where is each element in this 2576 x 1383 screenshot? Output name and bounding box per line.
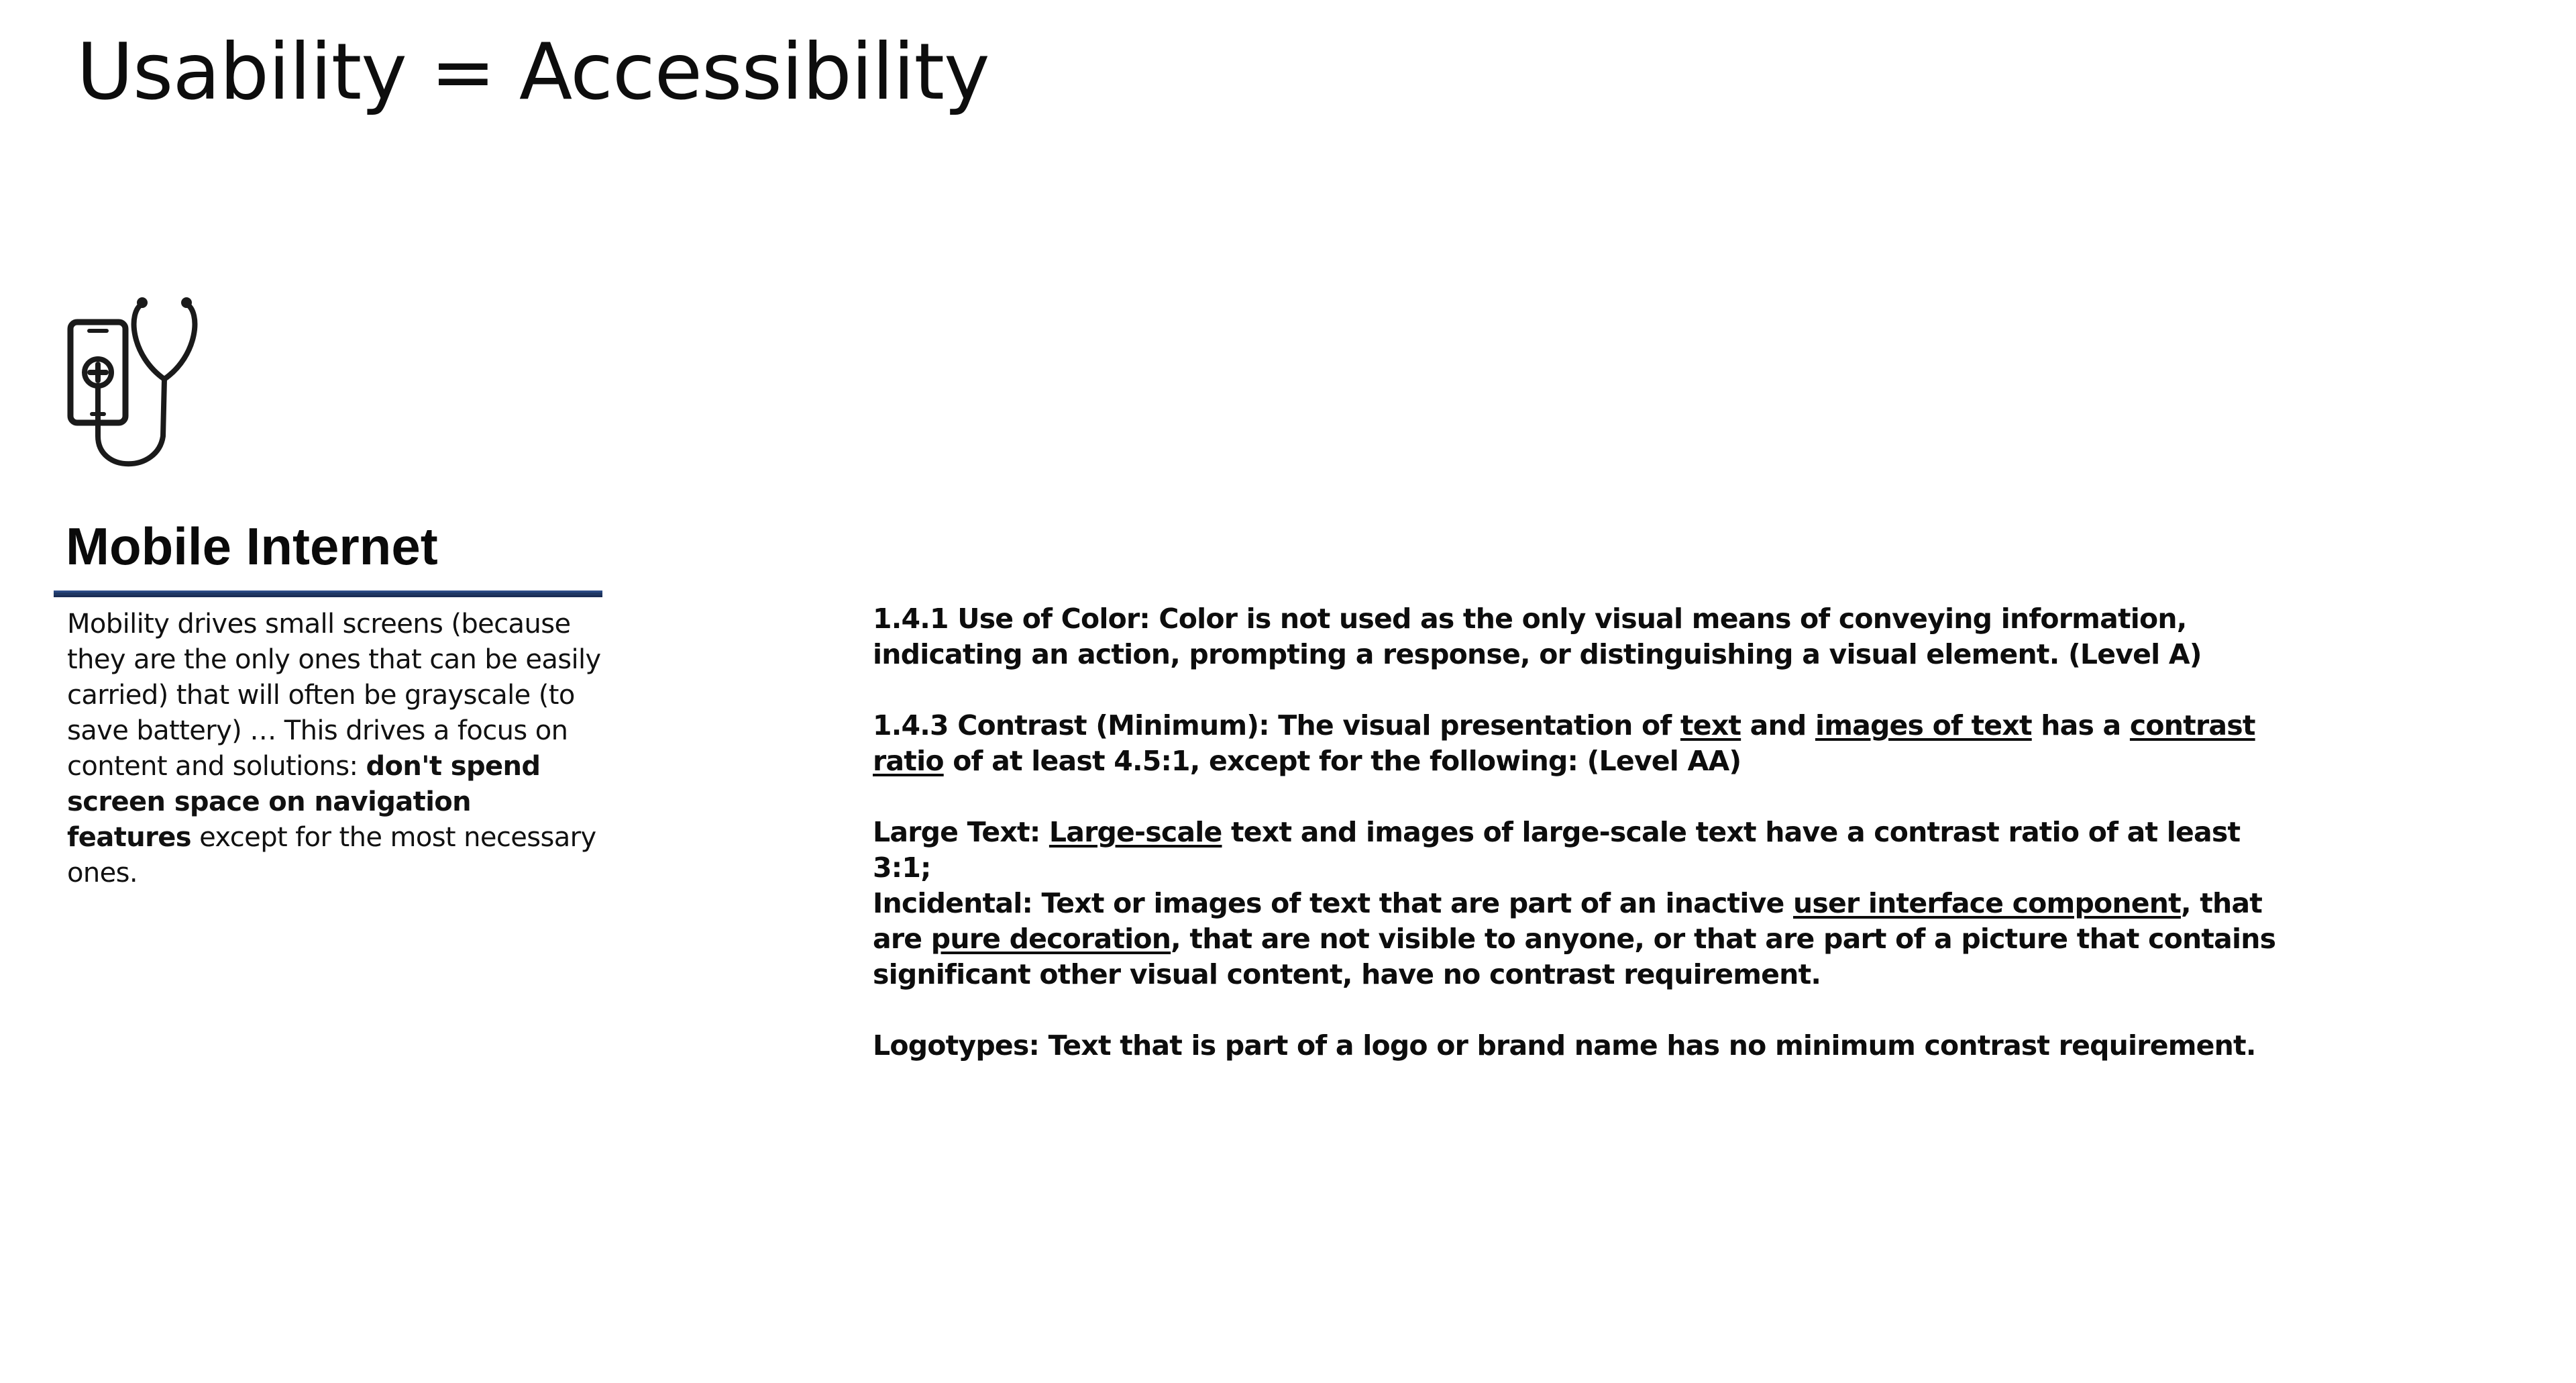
incidental-text-3: , that are not visible to anyone, or that are part of a picture that contains significant other visual content, have no contrast requirement.: [873, 923, 2276, 990]
mobile-health-stethoscope-icon: [64, 292, 221, 476]
slide-title: Usability = Accessibility: [76, 27, 989, 117]
wcag-criteria-block: [873, 601, 2282, 1099]
link-text[interactable]: text: [1680, 709, 1741, 741]
contrast-text-2: and: [1741, 709, 1815, 741]
criterion-contrast-minimum: [873, 708, 2282, 779]
link-large-scale[interactable]: Large-scale: [1049, 816, 1222, 848]
section-body: [67, 607, 604, 891]
link-pure-decoration[interactable]: pure decoration: [930, 923, 1171, 955]
exception-large-text: [873, 815, 2282, 886]
incidental-text-1: Incidental: Text or images of text that are part of an inactive: [873, 887, 1794, 919]
exception-incidental: [873, 886, 2282, 992]
body-text-bold: don't spend screen space on navigation features: [67, 751, 541, 853]
exception-logotypes: Logotypes: Text that is part of a logo or brand name has no minimum contrast requirement.: [873, 1029, 2256, 1062]
section-divider: [54, 591, 602, 597]
criterion-use-of-color: 1.4.1 Use of Color: Color is not used as the only visual means of conveying information, indicating an action, prompting a response, or distinguishing a visual element. (Level A): [873, 603, 2202, 670]
incidental-text-2: , that are: [873, 887, 2263, 955]
large-text-body: text and images of large-scale text have a contrast ratio of at least 3:1;: [873, 816, 2241, 884]
contrast-text-3: has a: [2031, 709, 2130, 741]
link-contrast-ratio[interactable]: contrast ratio: [873, 709, 2255, 777]
contrast-text-1: 1.4.3 Contrast (Minimum): The visual presentation of: [873, 709, 1680, 741]
section-heading: Mobile Internet: [66, 517, 438, 576]
link-user-interface-component[interactable]: user interface component: [1793, 887, 2181, 919]
body-text-part1: Mobility drives small screens (because they are the only ones that can be easily carried) that will often be grayscale (to save battery) … This drives a focus on content and solutions:: [67, 609, 601, 782]
large-text-label: Large Text:: [873, 816, 1049, 848]
link-images-of-text[interactable]: images of text: [1815, 709, 2032, 741]
body-text-part2: except for the most necessary ones.: [67, 822, 596, 888]
contrast-text-4: of at least 4.5:1, except for the following: (Level AA): [943, 745, 1741, 777]
